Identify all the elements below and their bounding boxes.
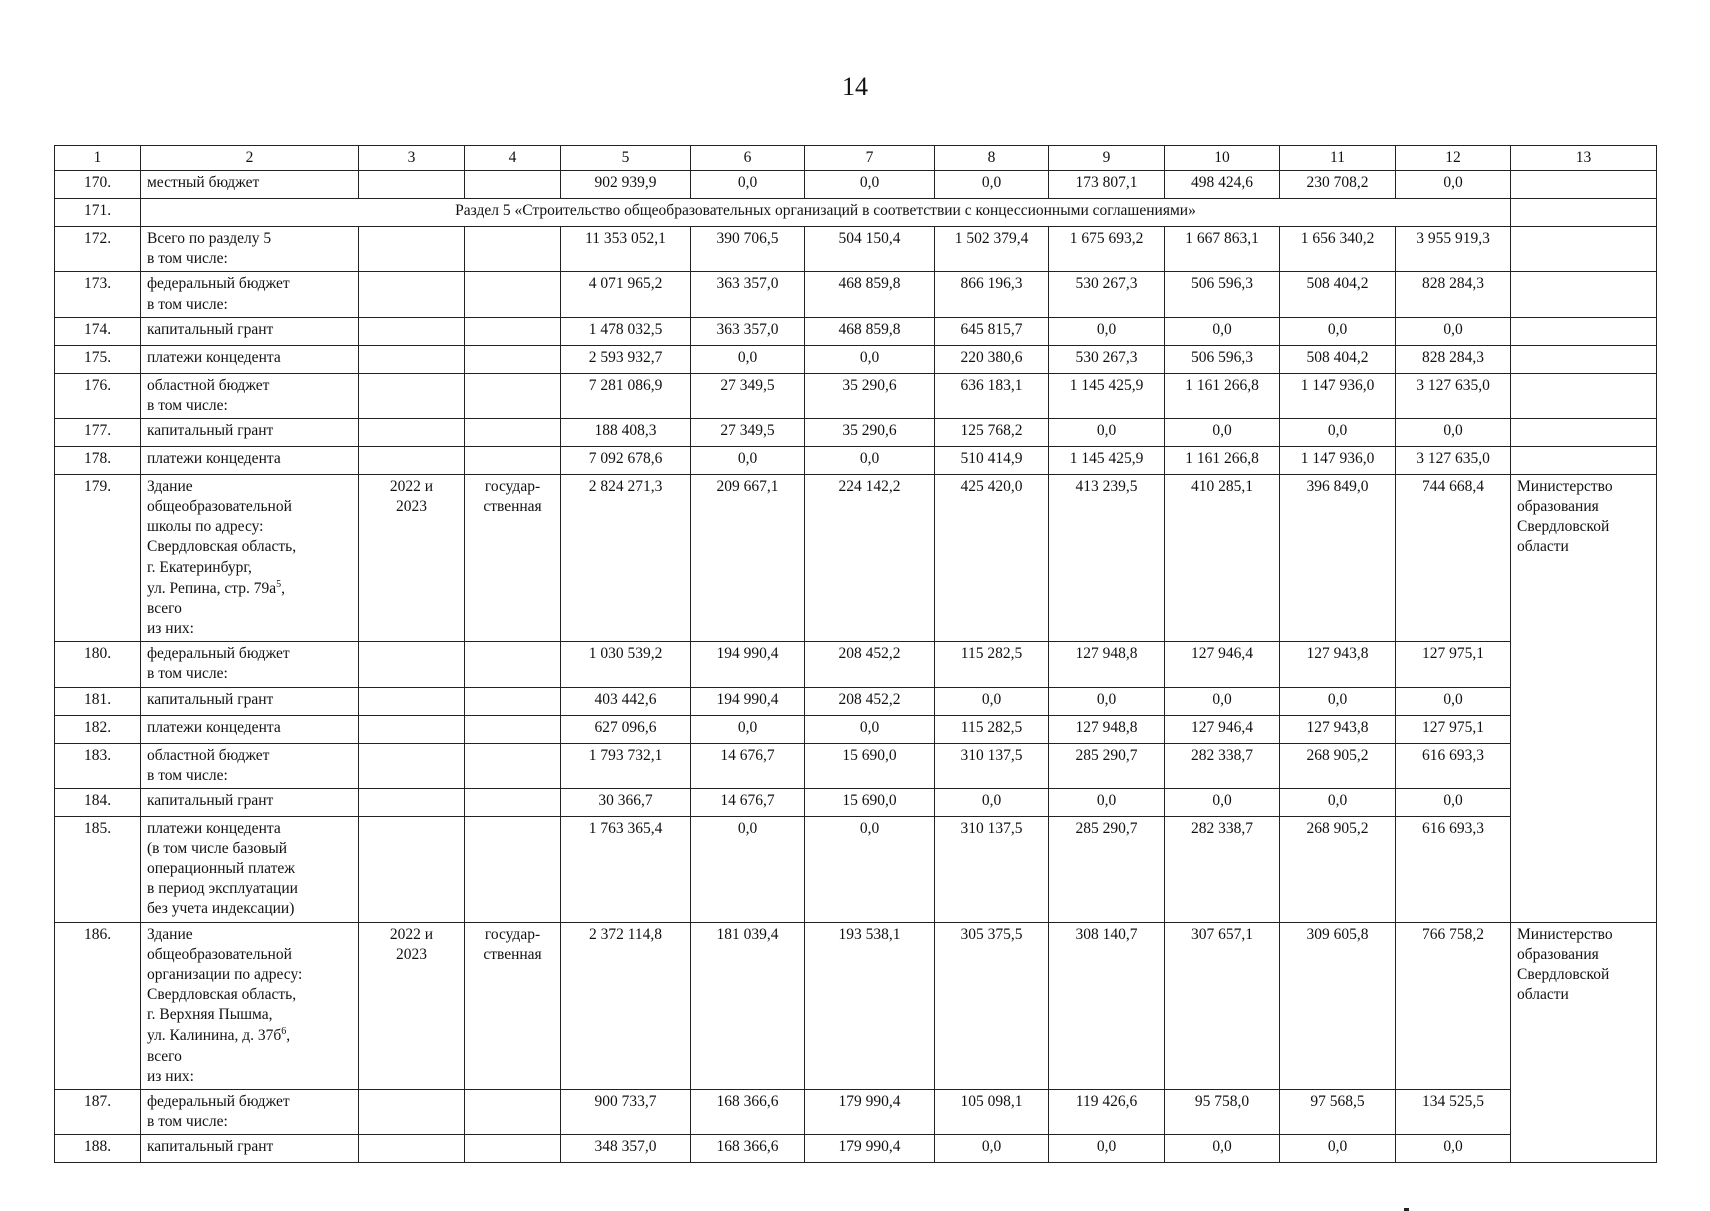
- amount-cell: 468 859,8: [805, 272, 935, 317]
- amount-cell: 7 092 678,6: [561, 446, 691, 474]
- amount-cell: 828 284,3: [1396, 345, 1511, 373]
- implementation-years: [359, 345, 465, 373]
- ownership-form: [465, 1135, 561, 1163]
- row-name: областной бюджет в том числе:: [141, 373, 359, 418]
- row-number: 175.: [55, 345, 141, 373]
- amount-cell: 0,0: [935, 687, 1049, 715]
- amount-cell: 0,0: [935, 171, 1049, 199]
- amount-cell: 0,0: [1396, 171, 1511, 199]
- amount-cell: 468 859,8: [805, 317, 935, 345]
- amount-cell: 27 349,5: [691, 418, 805, 446]
- amount-cell: 282 338,7: [1165, 816, 1280, 922]
- ownership-form: [465, 272, 561, 317]
- amount-cell: 504 150,4: [805, 227, 935, 272]
- row-name: местный бюджет: [141, 171, 359, 199]
- amount-cell: 0,0: [1165, 317, 1280, 345]
- table-row: [55, 272, 1657, 317]
- column-number-row: [55, 146, 1657, 171]
- amount-cell: 119 426,6: [1049, 1089, 1165, 1134]
- amount-cell: 616 693,3: [1396, 816, 1511, 922]
- table-row: [55, 373, 1657, 418]
- responsible-org: [1511, 418, 1657, 446]
- row-number: 178.: [55, 446, 141, 474]
- amount-cell: 115 282,5: [935, 642, 1049, 687]
- amount-cell: 0,0: [691, 171, 805, 199]
- row-name: федеральный бюджет в том числе:: [141, 1089, 359, 1134]
- row-name: капитальный грант: [141, 788, 359, 816]
- amount-cell: 285 290,7: [1049, 816, 1165, 922]
- amount-cell: 194 990,4: [691, 642, 805, 687]
- responsible-org: [1511, 446, 1657, 474]
- amount-cell: 7 281 086,9: [561, 373, 691, 418]
- responsible-org: [1511, 227, 1657, 272]
- table-row: [55, 743, 1657, 788]
- row-name: федеральный бюджет в том числе:: [141, 642, 359, 687]
- amount-cell: 95 758,0: [1165, 1089, 1280, 1134]
- amount-cell: 396 849,0: [1280, 474, 1396, 641]
- amount-cell: 0,0: [1396, 1135, 1511, 1163]
- amount-cell: 828 284,3: [1396, 272, 1511, 317]
- amount-cell: 14 676,7: [691, 743, 805, 788]
- table-row: [55, 227, 1657, 272]
- table-row: [55, 345, 1657, 373]
- amount-cell: 1 793 732,1: [561, 743, 691, 788]
- amount-cell: 209 667,1: [691, 474, 805, 641]
- table-row: [55, 1135, 1657, 1163]
- amount-cell: 2 372 114,8: [561, 922, 691, 1089]
- amount-cell: 310 137,5: [935, 816, 1049, 922]
- row-name: федеральный бюджет в том числе:: [141, 272, 359, 317]
- amount-cell: 127 943,8: [1280, 715, 1396, 743]
- implementation-years: [359, 446, 465, 474]
- ownership-form: [465, 788, 561, 816]
- ownership-form: [465, 227, 561, 272]
- footnote-ref: 5: [276, 578, 282, 590]
- amount-cell: 0,0: [1165, 1135, 1280, 1163]
- amount-cell: 173 807,1: [1049, 171, 1165, 199]
- row-name: [141, 922, 359, 1089]
- amount-cell: 0,0: [1280, 418, 1396, 446]
- amount-cell: 413 239,5: [1049, 474, 1165, 641]
- responsible-org: [1511, 345, 1657, 373]
- row-number: 174.: [55, 317, 141, 345]
- amount-cell: 179 990,4: [805, 1089, 935, 1134]
- amount-cell: 125 768,2: [935, 418, 1049, 446]
- amount-cell: 282 338,7: [1165, 743, 1280, 788]
- responsible-org: [1511, 199, 1657, 227]
- table-row: [55, 474, 1657, 641]
- amount-cell: 208 452,2: [805, 687, 935, 715]
- amount-cell: 0,0: [691, 816, 805, 922]
- amount-cell: 308 140,7: [1049, 922, 1165, 1089]
- amount-cell: 744 668,4: [1396, 474, 1511, 641]
- implementation-years: [359, 171, 465, 199]
- amount-cell: 127 948,8: [1049, 715, 1165, 743]
- amount-cell: 1 147 936,0: [1280, 446, 1396, 474]
- row-number: 183.: [55, 743, 141, 788]
- row-name-tail: , всего из них:: [147, 1027, 291, 1085]
- amount-cell: 14 676,7: [691, 788, 805, 816]
- implementation-years: [359, 418, 465, 446]
- row-name: капитальный грант: [141, 418, 359, 446]
- amount-cell: 902 939,9: [561, 171, 691, 199]
- amount-cell: 4 071 965,2: [561, 272, 691, 317]
- column-number: 10: [1165, 146, 1280, 171]
- amount-cell: 0,0: [1165, 687, 1280, 715]
- amount-cell: 508 404,2: [1280, 345, 1396, 373]
- ownership-form: [465, 317, 561, 345]
- implementation-years: 2022 и 2023: [359, 922, 465, 1089]
- amount-cell: 508 404,2: [1280, 272, 1396, 317]
- amount-cell: 35 290,6: [805, 418, 935, 446]
- amount-cell: 0,0: [1396, 687, 1511, 715]
- implementation-years: [359, 816, 465, 922]
- row-number: 179.: [55, 474, 141, 641]
- amount-cell: 1 478 032,5: [561, 317, 691, 345]
- ownership-form: [465, 418, 561, 446]
- row-number: 177.: [55, 418, 141, 446]
- implementation-years: [359, 227, 465, 272]
- row-number: 186.: [55, 922, 141, 1089]
- row-number: 180.: [55, 642, 141, 687]
- amount-cell: 0,0: [805, 446, 935, 474]
- column-number: 4: [465, 146, 561, 171]
- amount-cell: 0,0: [1049, 1135, 1165, 1163]
- amount-cell: 0,0: [1165, 788, 1280, 816]
- amount-cell: 15 690,0: [805, 743, 935, 788]
- responsible-org: [1511, 317, 1657, 345]
- amount-cell: 188 408,3: [561, 418, 691, 446]
- amount-cell: 0,0: [805, 345, 935, 373]
- amount-cell: 0,0: [1396, 418, 1511, 446]
- amount-cell: 866 196,3: [935, 272, 1049, 317]
- row-number: 170.: [55, 171, 141, 199]
- amount-cell: 1 675 693,2: [1049, 227, 1165, 272]
- amount-cell: 506 596,3: [1165, 345, 1280, 373]
- amount-cell: 1 161 266,8: [1165, 373, 1280, 418]
- row-name: [141, 474, 359, 641]
- amount-cell: 498 424,6: [1165, 171, 1280, 199]
- ownership-form: [465, 446, 561, 474]
- implementation-years: [359, 642, 465, 687]
- table-row: [55, 687, 1657, 715]
- responsible-org: Министерство образования Свердловской области: [1511, 922, 1657, 1163]
- row-number: 184.: [55, 788, 141, 816]
- amount-cell: 208 452,2: [805, 642, 935, 687]
- implementation-years: [359, 1135, 465, 1163]
- amount-cell: 530 267,3: [1049, 272, 1165, 317]
- amount-cell: 0,0: [805, 816, 935, 922]
- amount-cell: 127 975,1: [1396, 642, 1511, 687]
- amount-cell: 0,0: [935, 1135, 1049, 1163]
- amount-cell: 506 596,3: [1165, 272, 1280, 317]
- amount-cell: 194 990,4: [691, 687, 805, 715]
- amount-cell: 179 990,4: [805, 1135, 935, 1163]
- implementation-years: [359, 373, 465, 418]
- row-name: капитальный грант: [141, 317, 359, 345]
- row-number: 176.: [55, 373, 141, 418]
- amount-cell: 309 605,8: [1280, 922, 1396, 1089]
- amount-cell: 127 975,1: [1396, 715, 1511, 743]
- amount-cell: 0,0: [805, 171, 935, 199]
- amount-cell: 3 955 919,3: [1396, 227, 1511, 272]
- responsible-org: [1511, 373, 1657, 418]
- ownership-form: [465, 1089, 561, 1134]
- amount-cell: 0,0: [1280, 687, 1396, 715]
- amount-cell: 193 538,1: [805, 922, 935, 1089]
- amount-cell: 403 442,6: [561, 687, 691, 715]
- row-number: 173.: [55, 272, 141, 317]
- row-name: областной бюджет в том числе:: [141, 743, 359, 788]
- row-number: 187.: [55, 1089, 141, 1134]
- amount-cell: 1 161 266,8: [1165, 446, 1280, 474]
- column-number: 6: [691, 146, 805, 171]
- table-row: [55, 317, 1657, 345]
- row-name: Всего по разделу 5 в том числе:: [141, 227, 359, 272]
- amount-cell: 363 357,0: [691, 317, 805, 345]
- amount-cell: 390 706,5: [691, 227, 805, 272]
- amount-cell: 0,0: [1049, 687, 1165, 715]
- amount-cell: 230 708,2: [1280, 171, 1396, 199]
- amount-cell: 0,0: [691, 446, 805, 474]
- table-row: [55, 642, 1657, 687]
- table-row: [55, 816, 1657, 922]
- amount-cell: 0,0: [805, 715, 935, 743]
- row-name: платежи концедента: [141, 715, 359, 743]
- implementation-years: [359, 743, 465, 788]
- amount-cell: 181 039,4: [691, 922, 805, 1089]
- amount-cell: 0,0: [1280, 788, 1396, 816]
- amount-cell: 97 568,5: [1280, 1089, 1396, 1134]
- amount-cell: 27 349,5: [691, 373, 805, 418]
- amount-cell: 0,0: [1165, 418, 1280, 446]
- row-name: платежи концедента (в том числе базовый операционный платеж в период эксплуатации без учета индексации): [141, 816, 359, 922]
- amount-cell: 2 824 271,3: [561, 474, 691, 641]
- amount-cell: 285 290,7: [1049, 743, 1165, 788]
- amount-cell: 363 357,0: [691, 272, 805, 317]
- amount-cell: 0,0: [691, 715, 805, 743]
- ownership-form: государ- ственная: [465, 922, 561, 1089]
- column-number: 3: [359, 146, 465, 171]
- amount-cell: 900 733,7: [561, 1089, 691, 1134]
- amount-cell: 0,0: [1280, 317, 1396, 345]
- amount-cell: 268 905,2: [1280, 743, 1396, 788]
- implementation-years: [359, 272, 465, 317]
- row-name-text: Здание общеобразовательной организации по адресу: Свердловская область, г. Верхняя Пышма, ул. Калинина, д. 37б: [147, 925, 303, 1045]
- amount-cell: 1 147 936,0: [1280, 373, 1396, 418]
- amount-cell: 220 380,6: [935, 345, 1049, 373]
- amount-cell: 1 667 863,1: [1165, 227, 1280, 272]
- amount-cell: 168 366,6: [691, 1089, 805, 1134]
- amount-cell: 168 366,6: [691, 1135, 805, 1163]
- amount-cell: 35 290,6: [805, 373, 935, 418]
- budget-table: [54, 145, 1657, 1163]
- ownership-form: государ- ственная: [465, 474, 561, 641]
- row-name: платежи концедента: [141, 446, 359, 474]
- amount-cell: 127 943,8: [1280, 642, 1396, 687]
- amount-cell: 1 145 425,9: [1049, 446, 1165, 474]
- ownership-form: [465, 642, 561, 687]
- amount-cell: 1 030 539,2: [561, 642, 691, 687]
- amount-cell: 645 815,7: [935, 317, 1049, 345]
- row-name-tail: , всего из них:: [147, 579, 285, 638]
- amount-cell: 766 758,2: [1396, 922, 1511, 1089]
- column-number: 9: [1049, 146, 1165, 171]
- amount-cell: 105 098,1: [935, 1089, 1049, 1134]
- implementation-years: 2022 и 2023: [359, 474, 465, 641]
- row-number: 188.: [55, 1135, 141, 1163]
- amount-cell: 636 183,1: [935, 373, 1049, 418]
- amount-cell: 627 096,6: [561, 715, 691, 743]
- ownership-form: [465, 687, 561, 715]
- amount-cell: 3 127 635,0: [1396, 446, 1511, 474]
- amount-cell: 30 366,7: [561, 788, 691, 816]
- table-row: [55, 1089, 1657, 1134]
- column-number: 2: [141, 146, 359, 171]
- column-number: 1: [55, 146, 141, 171]
- table-body: [55, 146, 1657, 1163]
- ownership-form: [465, 715, 561, 743]
- amount-cell: 127 946,4: [1165, 642, 1280, 687]
- amount-cell: 616 693,3: [1396, 743, 1511, 788]
- implementation-years: [359, 788, 465, 816]
- amount-cell: 268 905,2: [1280, 816, 1396, 922]
- row-name: капитальный грант: [141, 1135, 359, 1163]
- amount-cell: 1 656 340,2: [1280, 227, 1396, 272]
- column-number: 8: [935, 146, 1049, 171]
- amount-cell: 510 414,9: [935, 446, 1049, 474]
- amount-cell: 0,0: [1049, 317, 1165, 345]
- implementation-years: [359, 1089, 465, 1134]
- amount-cell: 127 948,8: [1049, 642, 1165, 687]
- table-row: [55, 788, 1657, 816]
- column-number: 11: [1280, 146, 1396, 171]
- table-row: [55, 171, 1657, 199]
- ownership-form: [465, 743, 561, 788]
- section-row: [55, 199, 1657, 227]
- table-row: [55, 418, 1657, 446]
- table-row: [55, 922, 1657, 1089]
- responsible-org: Министерство образования Свердловской области: [1511, 474, 1657, 922]
- responsible-org: [1511, 272, 1657, 317]
- implementation-years: [359, 687, 465, 715]
- column-number: 5: [561, 146, 691, 171]
- row-name-text: Здание общеобразовательной школы по адресу: Свердловская область, г. Екатеринбург, ул. Репина, стр. 79а: [147, 477, 297, 597]
- amount-cell: 134 525,5: [1396, 1089, 1511, 1134]
- implementation-years: [359, 317, 465, 345]
- amount-cell: 0,0: [691, 345, 805, 373]
- amount-cell: 0,0: [1049, 418, 1165, 446]
- amount-cell: 310 137,5: [935, 743, 1049, 788]
- page-number: 14: [842, 72, 868, 101]
- amount-cell: 425 420,0: [935, 474, 1049, 641]
- implementation-years: [359, 715, 465, 743]
- row-number: 182.: [55, 715, 141, 743]
- amount-cell: 348 357,0: [561, 1135, 691, 1163]
- amount-cell: 127 946,4: [1165, 715, 1280, 743]
- amount-cell: 11 353 052,1: [561, 227, 691, 272]
- column-number: 12: [1396, 146, 1511, 171]
- amount-cell: 0,0: [1280, 1135, 1396, 1163]
- table-row: [55, 715, 1657, 743]
- column-number: 7: [805, 146, 935, 171]
- ownership-form: [465, 171, 561, 199]
- row-number: 181.: [55, 687, 141, 715]
- footnote-ref: 6: [281, 1026, 287, 1038]
- row-number: 172.: [55, 227, 141, 272]
- amount-cell: 0,0: [935, 788, 1049, 816]
- amount-cell: 15 690,0: [805, 788, 935, 816]
- amount-cell: 115 282,5: [935, 715, 1049, 743]
- amount-cell: 1 145 425,9: [1049, 373, 1165, 418]
- ownership-form: [465, 345, 561, 373]
- amount-cell: 0,0: [1049, 788, 1165, 816]
- row-number: 171.: [55, 199, 141, 227]
- amount-cell: 0,0: [1396, 317, 1511, 345]
- row-name: платежи концедента: [141, 345, 359, 373]
- row-number: 185.: [55, 816, 141, 922]
- row-name: капитальный грант: [141, 687, 359, 715]
- amount-cell: 2 593 932,7: [561, 345, 691, 373]
- amount-cell: 0,0: [1396, 788, 1511, 816]
- ownership-form: [465, 816, 561, 922]
- amount-cell: 530 267,3: [1049, 345, 1165, 373]
- amount-cell: 307 657,1: [1165, 922, 1280, 1089]
- amount-cell: 1 763 365,4: [561, 816, 691, 922]
- amount-cell: 410 285,1: [1165, 474, 1280, 641]
- amount-cell: 3 127 635,0: [1396, 373, 1511, 418]
- ownership-form: [465, 373, 561, 418]
- table-row: [55, 446, 1657, 474]
- amount-cell: 224 142,2: [805, 474, 935, 641]
- column-number: 13: [1511, 146, 1657, 171]
- responsible-org: [1511, 171, 1657, 199]
- amount-cell: 305 375,5: [935, 922, 1049, 1089]
- amount-cell: 1 502 379,4: [935, 227, 1049, 272]
- section-title: Раздел 5 «Строительство общеобразовательных организаций в соответствии с концессионными соглашениями»: [141, 199, 1511, 227]
